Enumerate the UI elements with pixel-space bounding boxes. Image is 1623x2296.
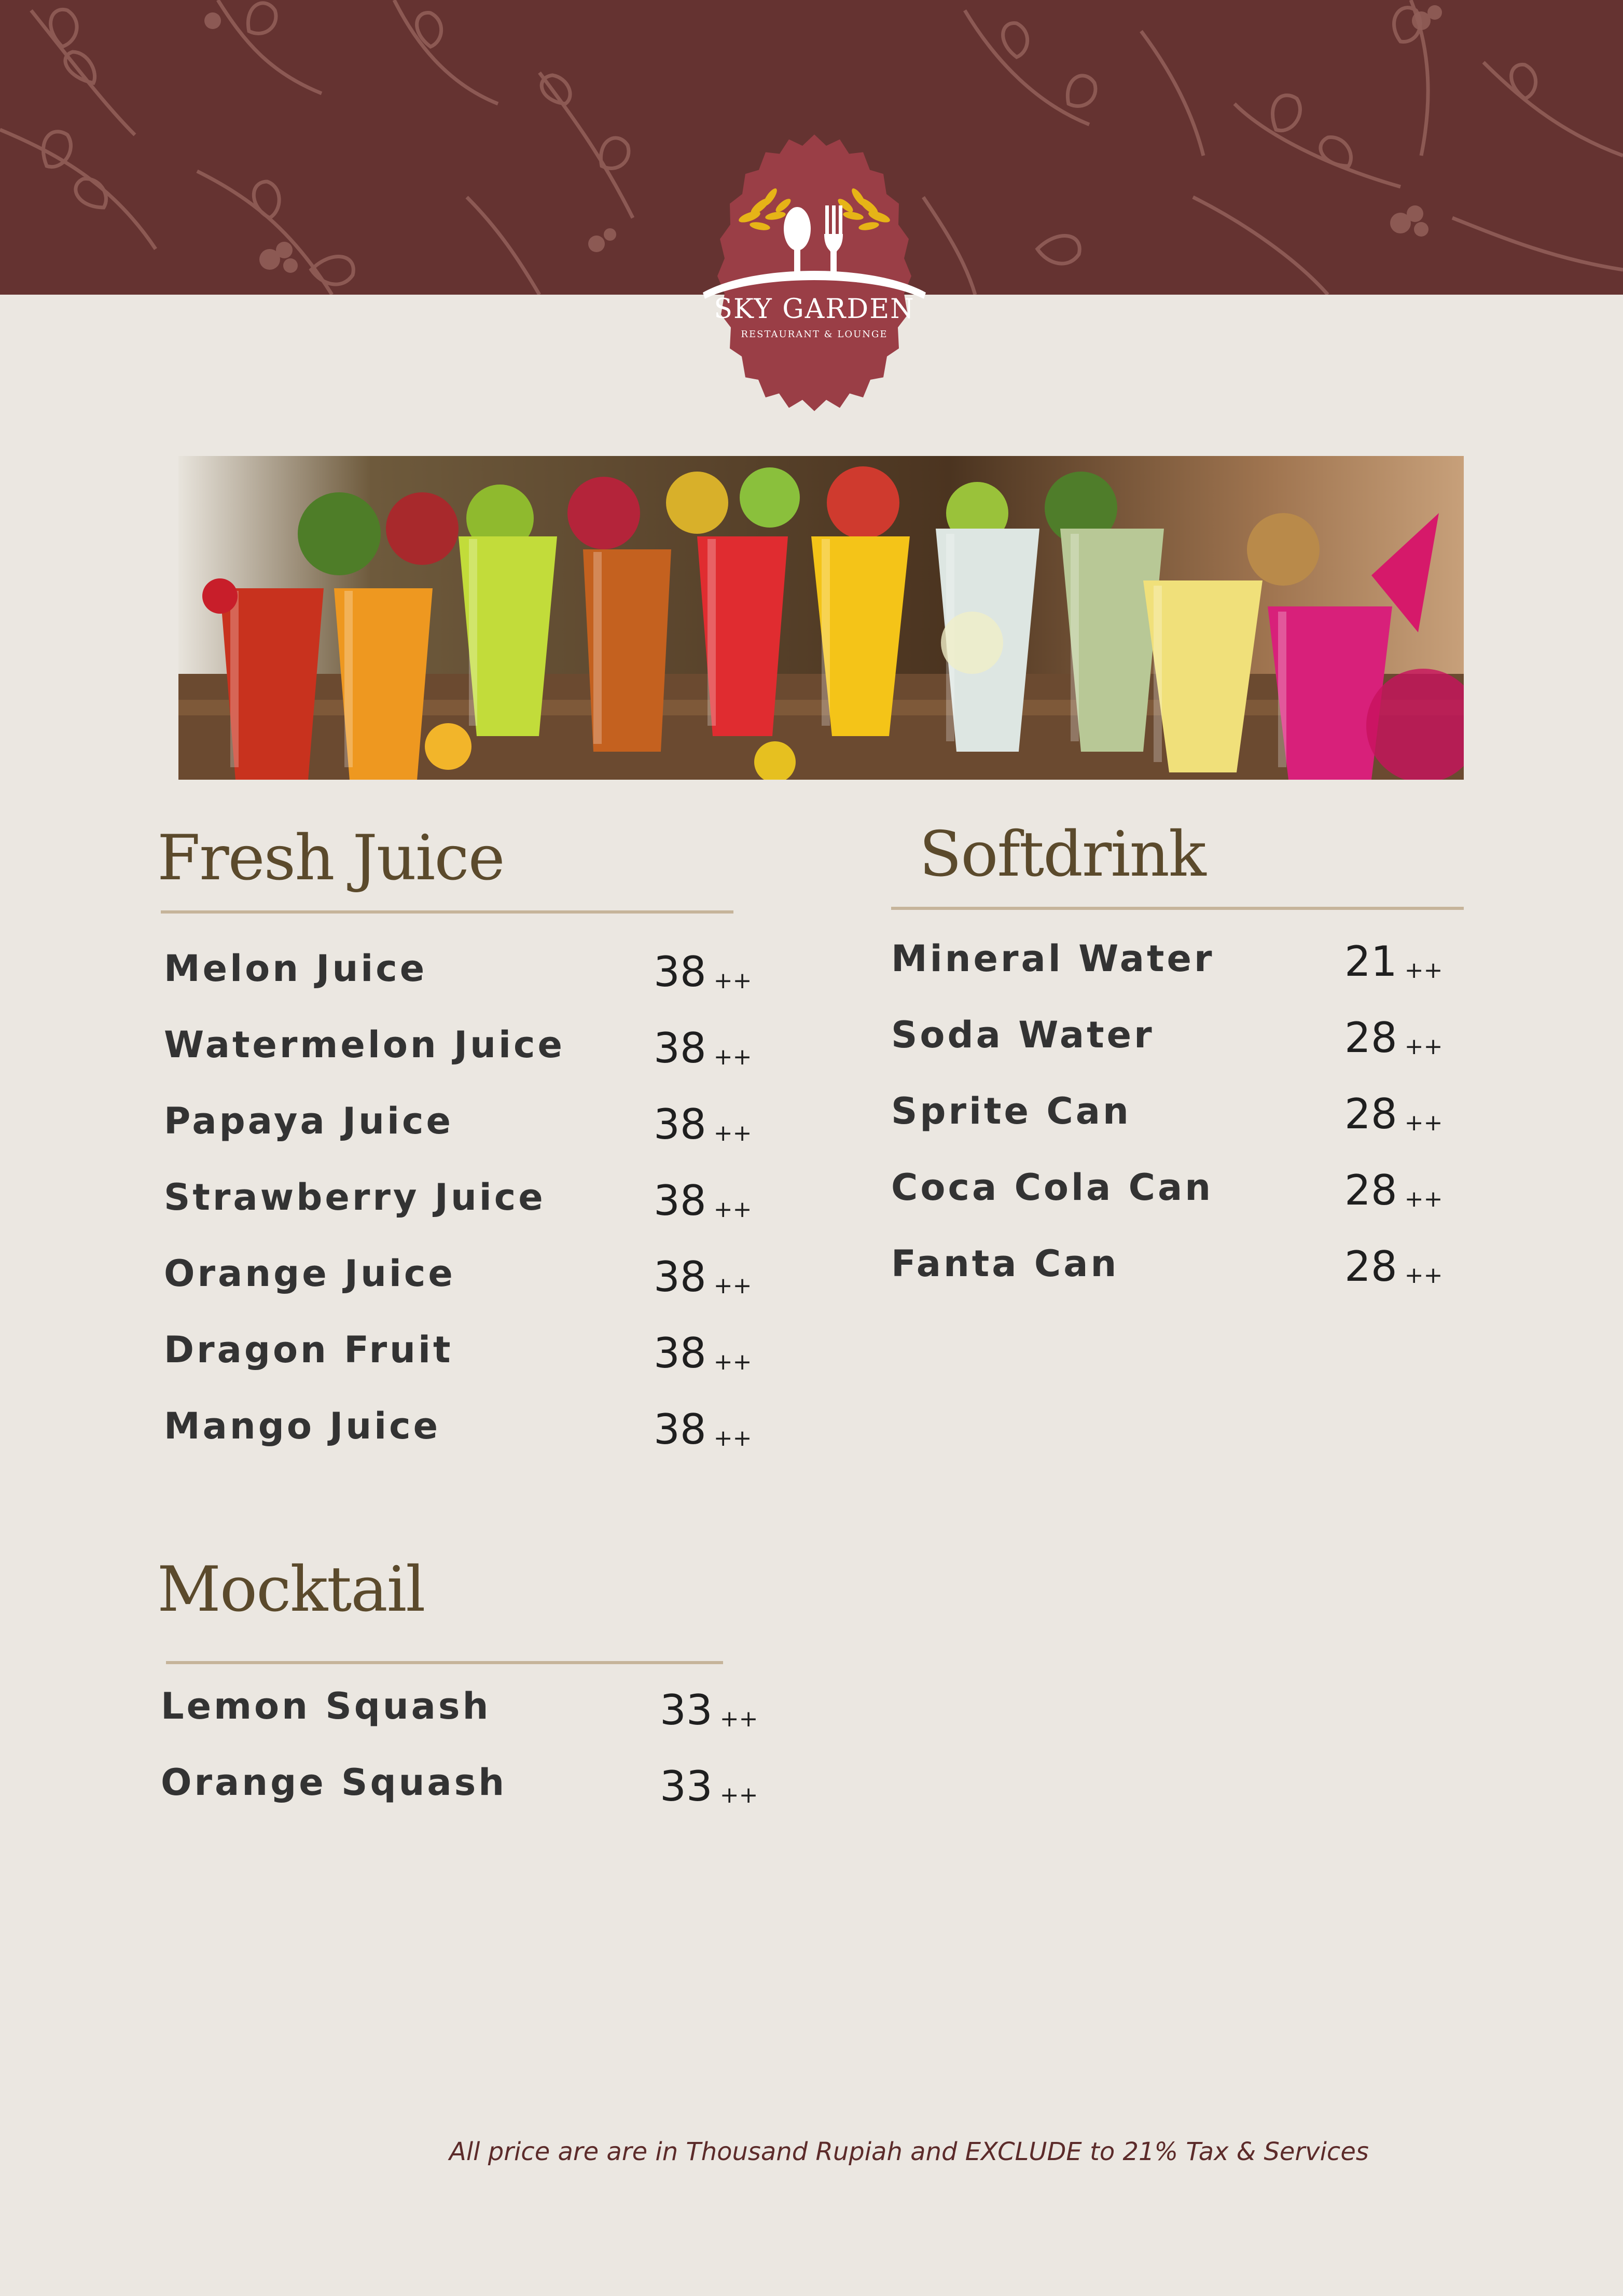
- menu-item-name: Mineral Water: [891, 937, 1215, 980]
- section-title-mocktail: Mocktail: [157, 1554, 425, 1626]
- menu-item-name: Dragon Fruit: [164, 1329, 453, 1371]
- restaurant-logo: [672, 128, 957, 414]
- menu-item-price: [654, 1253, 752, 1301]
- menu-item-price: [654, 1100, 752, 1149]
- menu-item-price: [654, 1329, 752, 1377]
- price-value: 38: [654, 1253, 706, 1301]
- section-divider: [166, 1661, 723, 1664]
- section-title-fresh-juice: Fresh Juice: [157, 822, 504, 894]
- menu-item-price: [1344, 1090, 1443, 1138]
- price-value: 33: [660, 1686, 713, 1734]
- menu-item-name: Mango Juice: [164, 1405, 441, 1447]
- price-value: 38: [654, 1405, 706, 1454]
- menu-item-price: [1344, 1242, 1443, 1291]
- juice-glasses-image: [178, 456, 1464, 780]
- menu-item-price: [654, 1024, 752, 1072]
- menu-item-name: Strawberry Juice: [164, 1176, 546, 1219]
- price-value: 38: [654, 1177, 706, 1225]
- logo-badge-icon: [672, 128, 957, 414]
- price-value: 33: [660, 1762, 713, 1810]
- price-value: 38: [654, 1329, 706, 1377]
- price-value: 28: [1344, 1090, 1397, 1138]
- menu-item-price: [1344, 937, 1443, 986]
- price-value: 38: [654, 1100, 706, 1149]
- section-title-softdrink: Softdrink: [919, 819, 1205, 891]
- section-divider: [161, 910, 733, 914]
- menu-item-price: [654, 1177, 752, 1225]
- menu-item-name: Orange Squash: [161, 1761, 507, 1804]
- price-value: 38: [654, 948, 706, 996]
- menu-item-price: [1344, 1014, 1443, 1062]
- menu-item-name: Lemon Squash: [161, 1685, 491, 1727]
- price-value: 28: [1344, 1014, 1397, 1062]
- price-value: 28: [1344, 1166, 1397, 1214]
- price-suffix: ++: [1404, 1033, 1443, 1060]
- menu-item-name: Orange Juice: [164, 1252, 455, 1295]
- menu-item-price: [654, 948, 752, 996]
- price-suffix: ++: [1404, 957, 1443, 984]
- price-suffix: ++: [719, 1782, 758, 1808]
- logo-tagline: RESTAURANT & LOUNGE: [741, 329, 888, 340]
- menu-item-name: Coca Cola Can: [891, 1166, 1214, 1209]
- menu-item-name: Papaya Juice: [164, 1100, 453, 1142]
- juice-banner-image: [178, 456, 1464, 780]
- price-value: 21: [1344, 937, 1397, 986]
- price-suffix: ++: [1404, 1262, 1443, 1289]
- price-suffix: ++: [713, 1273, 752, 1299]
- price-disclaimer: All price are are in Thousand Rupiah and EXCLUDE to 21% Tax & Services: [449, 2137, 1369, 2166]
- menu-item-price: [1344, 1166, 1443, 1214]
- menu-item-name: Soda Water: [891, 1014, 1155, 1056]
- menu-item-name: Sprite Can: [891, 1090, 1131, 1132]
- price-suffix: ++: [713, 1196, 752, 1223]
- price-suffix: ++: [1404, 1186, 1443, 1212]
- price-suffix: ++: [713, 1425, 752, 1451]
- menu-item-name: Watermelon Juice: [164, 1023, 565, 1066]
- price-suffix: ++: [713, 1349, 752, 1375]
- price-value: 38: [654, 1024, 706, 1072]
- menu-item-price: [660, 1686, 758, 1734]
- price-suffix: ++: [713, 1044, 752, 1070]
- price-value: 28: [1344, 1242, 1397, 1291]
- section-divider: [891, 907, 1464, 910]
- logo-title: SKY GARDEN: [714, 294, 915, 325]
- price-suffix: ++: [1404, 1110, 1443, 1136]
- menu-item-price: [660, 1762, 758, 1810]
- price-suffix: ++: [713, 967, 752, 994]
- menu-item-name: Melon Juice: [164, 947, 427, 990]
- menu-item-name: Fanta Can: [891, 1242, 1119, 1285]
- price-suffix: ++: [719, 1706, 758, 1732]
- menu-item-price: [654, 1405, 752, 1454]
- price-suffix: ++: [713, 1120, 752, 1146]
